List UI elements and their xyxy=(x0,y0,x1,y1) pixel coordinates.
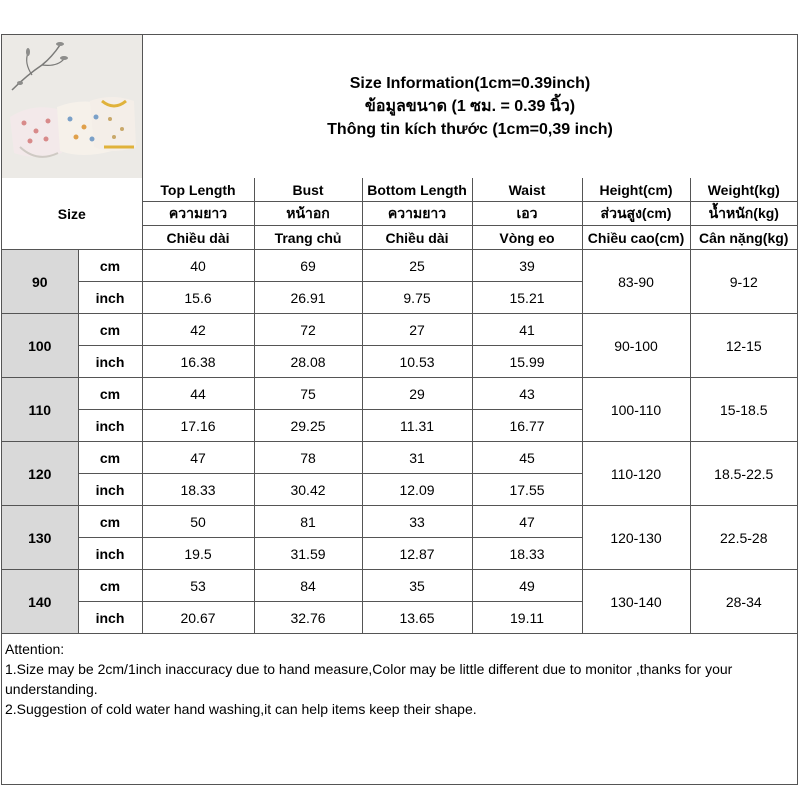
measure-cell: 29.25 xyxy=(254,410,362,442)
measure-cell: 32.76 xyxy=(254,602,362,634)
measure-cell: 69 xyxy=(254,250,362,282)
unit-label-inch: inch xyxy=(78,282,142,314)
product-photo-image xyxy=(2,35,142,178)
measure-cell: 47 xyxy=(472,506,582,538)
table-row xyxy=(2,314,797,346)
size-value: 140 xyxy=(2,570,78,634)
col-header-bust: Bust xyxy=(254,178,362,202)
measure-cell: 43 xyxy=(472,378,582,410)
weight-range: 12-15 xyxy=(690,314,797,378)
notes-line-2: 2.Suggestion of cold water hand washing,it can help items keep their shape. xyxy=(5,701,477,717)
col-header-waist-vi: Vòng eo xyxy=(472,226,582,250)
title-english: Size Information(1cm=0.39inch) xyxy=(349,75,591,92)
measure-cell: 9.75 xyxy=(362,282,472,314)
measure-cell: 45 xyxy=(472,442,582,474)
measure-cell: 31.59 xyxy=(254,538,362,570)
unit-label-inch: inch xyxy=(78,602,142,634)
chart-header xyxy=(2,35,797,179)
measure-cell: 29 xyxy=(362,378,472,410)
measure-cell: 17.16 xyxy=(142,410,254,442)
col-header-height: Height(cm) xyxy=(582,178,690,202)
title-vietnamese: Thông tin kích thước (1cm=0,39 inch) xyxy=(327,121,613,138)
measure-cell: 47 xyxy=(142,442,254,474)
col-header-bottom-length-th: ความยาว xyxy=(362,202,472,226)
size-value: 130 xyxy=(2,506,78,570)
height-range: 90-100 xyxy=(582,314,690,378)
notes-line-1: 1.Size may be 2cm/1inch inaccuracy due to hand measure,Color may be little different due to monitor ,thanks for your understanding. xyxy=(5,661,733,697)
measure-cell: 33 xyxy=(362,506,472,538)
size-chart xyxy=(1,34,798,785)
col-header-height-vi: Chiều cao(cm) xyxy=(582,226,690,250)
measure-cell: 75 xyxy=(254,378,362,410)
size-header: Size xyxy=(2,178,142,250)
unit-label-inch: inch xyxy=(78,410,142,442)
measure-cell: 31 xyxy=(362,442,472,474)
measure-cell: 40 xyxy=(142,250,254,282)
col-header-bottom-length-vi: Chiều dài xyxy=(362,226,472,250)
unit-label-inch: inch xyxy=(78,538,142,570)
size-value: 100 xyxy=(2,314,78,378)
measure-cell: 12.09 xyxy=(362,474,472,506)
measure-cell: 15.99 xyxy=(472,346,582,378)
table-row xyxy=(2,570,797,602)
measure-cell: 42 xyxy=(142,314,254,346)
unit-label-inch: inch xyxy=(78,346,142,378)
height-range: 110-120 xyxy=(582,442,690,506)
measure-cell: 17.55 xyxy=(472,474,582,506)
measure-cell: 84 xyxy=(254,570,362,602)
measure-cell: 16.77 xyxy=(472,410,582,442)
measure-cell: 25 xyxy=(362,250,472,282)
col-header-waist-th: เอว xyxy=(472,202,582,226)
height-range: 100-110 xyxy=(582,378,690,442)
weight-range: 9-12 xyxy=(690,250,797,314)
height-range: 130-140 xyxy=(582,570,690,634)
col-header-weight: Weight(kg) xyxy=(690,178,797,202)
measure-cell: 10.53 xyxy=(362,346,472,378)
measure-cell: 72 xyxy=(254,314,362,346)
measure-cell: 18.33 xyxy=(142,474,254,506)
col-header-top-length-vi: Chiều dài xyxy=(142,226,254,250)
measure-cell: 53 xyxy=(142,570,254,602)
unit-label-cm: cm xyxy=(78,506,142,538)
measure-cell: 19.11 xyxy=(472,602,582,634)
size-value: 120 xyxy=(2,442,78,506)
weight-range: 28-34 xyxy=(690,570,797,634)
measure-cell: 27 xyxy=(362,314,472,346)
unit-label-inch: inch xyxy=(78,474,142,506)
measure-cell: 78 xyxy=(254,442,362,474)
size-value: 90 xyxy=(2,250,78,314)
weight-range: 15-18.5 xyxy=(690,378,797,442)
measure-cell: 30.42 xyxy=(254,474,362,506)
col-header-bust-vi: Trang chủ xyxy=(254,226,362,250)
attention-notes xyxy=(5,639,794,719)
measure-cell: 18.33 xyxy=(472,538,582,570)
measure-cell: 41 xyxy=(472,314,582,346)
col-header-bottom-length: Bottom Length xyxy=(362,178,472,202)
col-header-weight-vi: Cân nặng(kg) xyxy=(690,226,797,250)
measure-cell: 12.87 xyxy=(362,538,472,570)
unit-label-cm: cm xyxy=(78,570,142,602)
measure-cell: 15.21 xyxy=(472,282,582,314)
table-row xyxy=(2,250,797,282)
unit-label-cm: cm xyxy=(78,442,142,474)
col-header-top-length-th: ความยาว xyxy=(142,202,254,226)
measure-cell: 16.38 xyxy=(142,346,254,378)
col-header-bust-th: หน้าอก xyxy=(254,202,362,226)
table-row xyxy=(2,442,797,474)
measure-cell: 81 xyxy=(254,506,362,538)
height-range: 83-90 xyxy=(582,250,690,314)
size-table xyxy=(2,178,797,634)
col-header-height-th: ส่วนสูง(cm) xyxy=(582,202,690,226)
weight-range: 22.5-28 xyxy=(690,506,797,570)
measure-cell: 35 xyxy=(362,570,472,602)
notes-heading: Attention: xyxy=(5,641,65,657)
weight-range: 18.5-22.5 xyxy=(690,442,797,506)
measure-cell: 49 xyxy=(472,570,582,602)
measure-cell: 50 xyxy=(142,506,254,538)
measure-cell: 39 xyxy=(472,250,582,282)
height-range: 120-130 xyxy=(582,506,690,570)
col-header-top-length: Top Length xyxy=(142,178,254,202)
measure-cell: 44 xyxy=(142,378,254,410)
measure-cell: 11.31 xyxy=(362,410,472,442)
col-header-weight-th: น้ำหนัก(kg) xyxy=(690,202,797,226)
table-row xyxy=(2,378,797,410)
col-header-waist: Waist xyxy=(472,178,582,202)
measure-cell: 15.6 xyxy=(142,282,254,314)
product-photo xyxy=(2,35,143,178)
title-block xyxy=(143,35,797,178)
title-thai: ข้อมูลขนาด (1 ซม. = 0.39 นิ้ว) xyxy=(364,98,576,115)
unit-label-cm: cm xyxy=(78,250,142,282)
measure-cell: 20.67 xyxy=(142,602,254,634)
measure-cell: 28.08 xyxy=(254,346,362,378)
measure-cell: 19.5 xyxy=(142,538,254,570)
size-value: 110 xyxy=(2,378,78,442)
measure-cell: 26.91 xyxy=(254,282,362,314)
unit-label-cm: cm xyxy=(78,314,142,346)
table-row xyxy=(2,506,797,538)
measure-cell: 13.65 xyxy=(362,602,472,634)
unit-label-cm: cm xyxy=(78,378,142,410)
